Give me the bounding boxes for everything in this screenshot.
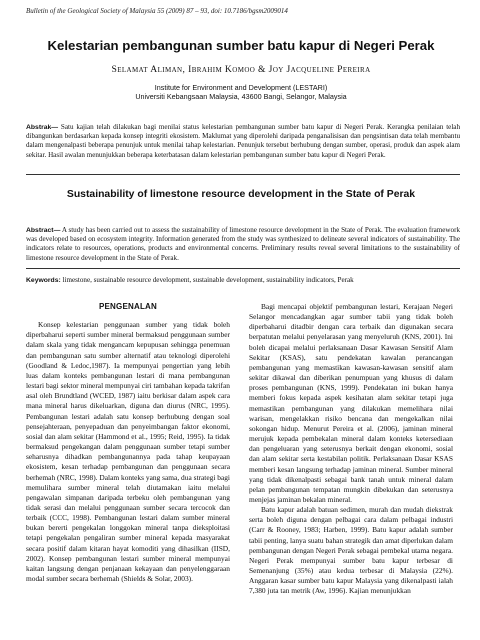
abstrak-text: Satu kajian telah dilakukan bagi menilai status kelestarian pembangunan sumber batu kapur di Negeri Perak. Kerangka penilaian telah dibangunkan berdasarkan kepada konsep integriti ekosistem. Maklumat yang diperolehi daripada penganalisisan dan pengsintisan data telah membantu dalam mengenalpasti beberapa penunjuk untuk menilai tahap kelestarian. Penunjuk tersebut berhubung dengan sumber, operasi, produk dan aspek alam sekitar. Hasil awalan menunjukkan beberapa keterbatasan dalam kelestarian pembangunan sumber batu kapur di Negeri Perak. xyxy=(26,123,460,159)
abstract-text: A study has been carried out to assess the sustainability of limestone resource development in the State of Perak. The evaluation framework was developed based on ecosystem integrity. Information generated from the study was synthesized to delineate several indicators of sustainability. The indicators relate to resources, operations, products and environmental concerns. Preliminary results reveal several limitations to the sustainability of limestone resource development in the State of Perak. xyxy=(26,226,460,262)
right-column xyxy=(249,302,453,597)
affiliation-line-2: Universiti Kebangsaan Malaysia, 43600 Bangi, Selangor, Malaysia xyxy=(135,92,347,102)
abstract-english xyxy=(26,226,460,263)
affiliation-line-1: Institute for Environment and Development (LESTARI) xyxy=(154,83,328,92)
keywords xyxy=(26,276,460,285)
abstrak-label: Abstrak— xyxy=(26,124,59,131)
divider-rule xyxy=(26,174,460,175)
paper-title: Kelestarian pembangunan sumber batu kapur di Negeri Perak xyxy=(47,38,435,53)
keywords-label: Keywords: xyxy=(26,277,61,284)
paragraph: Batu kapur adalah batuan sedimen, murah dan mudah diekstrak serta boleh diguna dengan pelbagai cara dalam pelbagai industri (Carr & Rooney, 1983; Harben, 1999). Batu kapur adalah sumber tabii penting, lanya suatu bahan strategik dan amat diperlukan dalam pembangunan dengan Negeri Perak sebagai pembekal utama negara. Negeri Perak mempunyai sumber batu kapur terbesar di Semenanjung (35%) atau kedua terbesar di Malaysia (22%). Anggaran kasar sumber batu kapur Malaysia yang dikenalpasti ialah 7,380 juta tan metrik (Aw, 1996). Kajian menunjukkan xyxy=(249,505,453,596)
abstrak-malay xyxy=(26,123,460,160)
author-list: Selamat Aliman, Ibrahim Komoo & Joy Jacqueline Pereira xyxy=(111,64,371,75)
keywords-text: limestone, sustainable resource development, sustainable development, sustainability indicators, Perak xyxy=(60,276,354,284)
affiliation xyxy=(26,83,456,102)
running-head: Bulletin of the Geological Society of Malaysia 55 (2009) 87 – 93, doi: 10.7186/bgsm2009014 xyxy=(26,7,288,15)
abstract-label: Abstract— xyxy=(26,227,61,234)
english-title: Sustainability of limestone resource development in the State of Perak xyxy=(66,189,416,200)
left-column xyxy=(26,302,230,584)
paragraph: Bagi mencapai objektif pembangunan lestari, Kerajaan Negeri Selangor mencadangkan agar sumber tabii yang tidak boleh diperbaharui ditadbir dengan cara terbaik dan digunakan secara berpatutan melalui penyelarasan yang menyeluruh (KNS, 2001). Ini boleh dicapai melalui perlaksanaan Dasar Kawasan Sensitif Alam Sekitar (KSAS), satu pendekatan kawalan perancangan pembangunan yang memastikan kawasan-kawasan sensitif alam sekitar dikawal dan diberikan penumpuan yang khusus di dalam proses pembangunan (KNS, 1999). Pendekatan ini bukan hanya memberi fokus kepada aspek kesihatan alam sekitar tetapi juga memastikan pembangunan yang dilakukan memelihara nilai warisan, mengelakkan risiko bencana dan mengekalkan nilai sokongan hidup. Menurut Pereira et al. (2006), jaminan mineral merujuk kepada pembekalan mineral dalam konteks ketersediaan dan pengeluaran yang seterusnya berkait dengan ekonomi, sosial dan alam sekitar serta kestabilan politik. Perlaksanaan Dasar KSAS memberi kesan langsung terhadap jaminan mineral. Sumber mineral yang tidak dikenalpasti sebagai bank tanah untuk mineral dalam pelan pembangunan tempatan mungkin dibekukan dan seterusnya menjejas jaminan bekalan mineral. xyxy=(249,302,453,504)
section-heading: PENGENALAN xyxy=(98,302,157,311)
paragraph: Konsep kelestarian penggunaan sumber yang tidak boleh diperbaharui seperti sumber mineral bermaksud penggunaan sumber dalam skala yang tidak mengancam kepupusan sehingga penemuan dan pembangunan satu sumber alternatif atau teknologi diperolehi (Goodland & Ledoc,1987). Ia mempunyai pengertian yang lebih luas dalam konteks pembangunan lestari di mana pembangunan lestari bagi sektor mineral mempunyai ciri tambahan kepada takrifan asal oleh Brundtland (WCED, 1987) iaitu berkisar dalam aspek cara mana mineral harus dikeluarkan, diguna dan diurus (NRC, 1995). Pembangunan lestari adalah satu konsep berhubung dengan soal pensejahteraan, penyepaduan dan penyeimbangan faktor ekonomi, sosial dan alam sekitar (Hammond et al., 1995; Reid, 1995). Ia tidak bermaksud pengekangan dalam penggunaan sumber tetapi sumber seharusnya dihadkan pembangunannya pada tahap keupayaan ekosistem, kesan terhadap pembangunan dan penggunaan secara berhemah (NRC, 1998). Dalam konteks yang sama, dua strategi bagi memulihara sumber mineral telah diutamakan iaitu melalui pengawalan simpanan daripada terbeku oleh pembangunan yang tidak serasi dan melalui penggunaan sumber secara tercocok dan terbaik (CCC, 1998). Pembangunan lestari dalam sumber mineral bukan bererti pengekalan longgokan mineral tanpa dieksploitasi tetapi pengekalan pengaliran sumber mineral kepada masyarakat secara positif dalam kitaran hayat komoditi yang dihasilkan (IISD, 2002). Konsep pembangunan lestari sumber mineral mempunyai kaitan langsung dengan penjanaan kekayaan dan penyelenggaraan modal sumber secara berhemah (Shields & Solar, 2003). xyxy=(26,320,230,584)
divider-rule xyxy=(26,268,460,269)
